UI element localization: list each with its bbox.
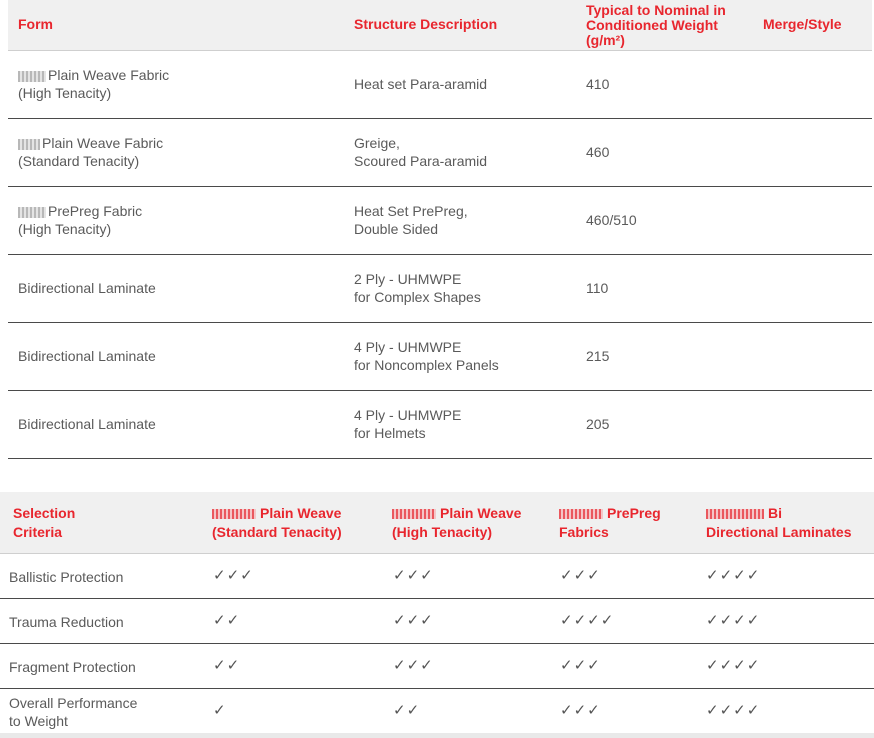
criteria-cell: Fragment Protection — [9, 659, 136, 675]
blurred-brand-logo — [18, 139, 40, 150]
rating-check-icons: ✓ — [213, 701, 227, 719]
weight-cell: 110 — [586, 280, 609, 296]
rating-check-icons: ✓✓✓ — [560, 566, 601, 584]
criteria-line1: Overall Performance — [9, 695, 138, 711]
header-selection-criteria — [13, 504, 75, 542]
rating-check-icons: ✓✓ — [213, 611, 241, 629]
form-line2: (Standard Tenacity) — [18, 153, 140, 169]
desc-line1: Heat Set PrePreg, — [354, 203, 468, 219]
structure-cell — [354, 134, 487, 170]
weight-cell: 410 — [586, 76, 610, 92]
header-line1: Selection — [13, 505, 76, 521]
desc-line1: 4 Ply - UHMWPE — [354, 339, 462, 355]
weight-cell: 215 — [586, 348, 610, 364]
header-line2: Fabrics — [559, 524, 609, 540]
header-line2: (Standard Tenacity) — [212, 524, 342, 540]
criteria-table-header — [0, 492, 874, 554]
table-row — [8, 391, 872, 459]
rating-check-icons: ✓✓✓✓ — [706, 656, 761, 674]
criteria-cell — [9, 694, 137, 730]
header-weight: Typical to Nominal in Conditioned Weight (g/m²) — [586, 2, 726, 48]
weight-cell: 205 — [586, 416, 610, 432]
spec-table-header — [8, 0, 872, 51]
desc-line2: Double Sided — [354, 221, 439, 237]
criteria-cell: Trauma Reduction — [9, 614, 124, 630]
header-form: Form — [18, 16, 53, 32]
rating-check-icons: ✓✓✓✓ — [706, 566, 761, 584]
rating-check-icons: ✓✓✓✓ — [560, 611, 615, 629]
structure-cell — [354, 338, 499, 374]
structure-cell: Heat set Para-aramid — [354, 76, 488, 92]
desc-line1: 2 Ply - UHMWPE — [354, 271, 462, 287]
criteria-table — [0, 492, 874, 733]
weight-cell: 460/510 — [586, 212, 637, 228]
header-col-laminates — [706, 504, 852, 542]
form-line1: Plain Weave Fabric — [42, 135, 164, 151]
header-structure: Structure Description — [354, 16, 498, 32]
header-line2: (High Tenacity) — [392, 524, 493, 540]
form-line1: PrePreg Fabric — [48, 203, 143, 219]
spec-table — [8, 0, 872, 459]
rating-check-icons: ✓✓ — [393, 701, 421, 719]
form-cell — [18, 66, 169, 102]
form-cell: Bidirectional Laminate — [18, 280, 156, 296]
weight-cell: 460 — [586, 144, 610, 160]
header-line1: Plain Weave — [440, 505, 522, 521]
rating-check-icons: ✓✓✓ — [393, 656, 434, 674]
desc-line2: for Complex Shapes — [354, 289, 481, 305]
header-line2: Directional Laminates — [706, 524, 852, 540]
structure-cell — [354, 406, 461, 442]
rating-check-icons: ✓✓✓ — [213, 566, 254, 584]
table-row — [8, 255, 872, 323]
form-line1: Plain Weave Fabric — [48, 67, 170, 83]
blurred-brand-logo — [392, 509, 436, 519]
rating-check-icons: ✓✓✓ — [393, 566, 434, 584]
desc-line1: 4 Ply - UHMWPE — [354, 407, 462, 423]
rating-check-icons: ✓✓✓✓ — [706, 611, 761, 629]
rating-check-icons: ✓✓ — [213, 656, 241, 674]
table-row — [8, 119, 872, 187]
table-row — [0, 554, 874, 599]
blurred-brand-logo — [559, 509, 603, 519]
form-line2: (High Tenacity) — [18, 221, 112, 237]
header-line1: PrePreg — [607, 505, 661, 521]
blurred-brand-logo — [18, 71, 46, 82]
desc-line1: Greige, — [354, 135, 400, 151]
bottom-divider — [0, 733, 874, 738]
criteria-line2: to Weight — [9, 713, 68, 729]
table-row — [0, 644, 874, 689]
table-row — [0, 689, 874, 733]
header-line1: Plain Weave — [260, 505, 342, 521]
desc-line2: for Helmets — [354, 425, 426, 441]
blurred-brand-logo — [212, 509, 256, 519]
form-cell — [18, 134, 163, 170]
table-row — [8, 323, 872, 391]
header-line1: Bi — [768, 505, 782, 521]
rating-check-icons: ✓✓✓✓ — [706, 701, 761, 719]
rating-check-icons: ✓✓✓ — [393, 611, 434, 629]
rating-check-icons: ✓✓✓ — [560, 656, 601, 674]
header-col-prepreg — [559, 504, 661, 542]
header-merge-style: Merge/Style — [763, 16, 842, 32]
form-cell: Bidirectional Laminate — [18, 348, 156, 364]
desc-line2: Scoured Para-aramid — [354, 153, 488, 169]
header-line2: Criteria — [13, 524, 63, 540]
structure-cell — [354, 202, 468, 238]
form-cell: Bidirectional Laminate — [18, 416, 156, 432]
form-line2: (High Tenacity) — [18, 85, 112, 101]
table-row — [0, 599, 874, 644]
table-row — [8, 51, 872, 119]
criteria-cell: Ballistic Protection — [9, 569, 124, 585]
structure-cell — [354, 270, 481, 306]
header-col-standard — [212, 504, 342, 542]
desc-line2: for Noncomplex Panels — [354, 357, 499, 373]
blurred-brand-logo — [18, 207, 46, 218]
rating-check-icons: ✓✓✓ — [560, 701, 601, 719]
table-row — [8, 187, 872, 255]
blurred-brand-logo — [706, 509, 764, 519]
form-cell — [18, 202, 142, 238]
header-col-high — [392, 504, 521, 542]
